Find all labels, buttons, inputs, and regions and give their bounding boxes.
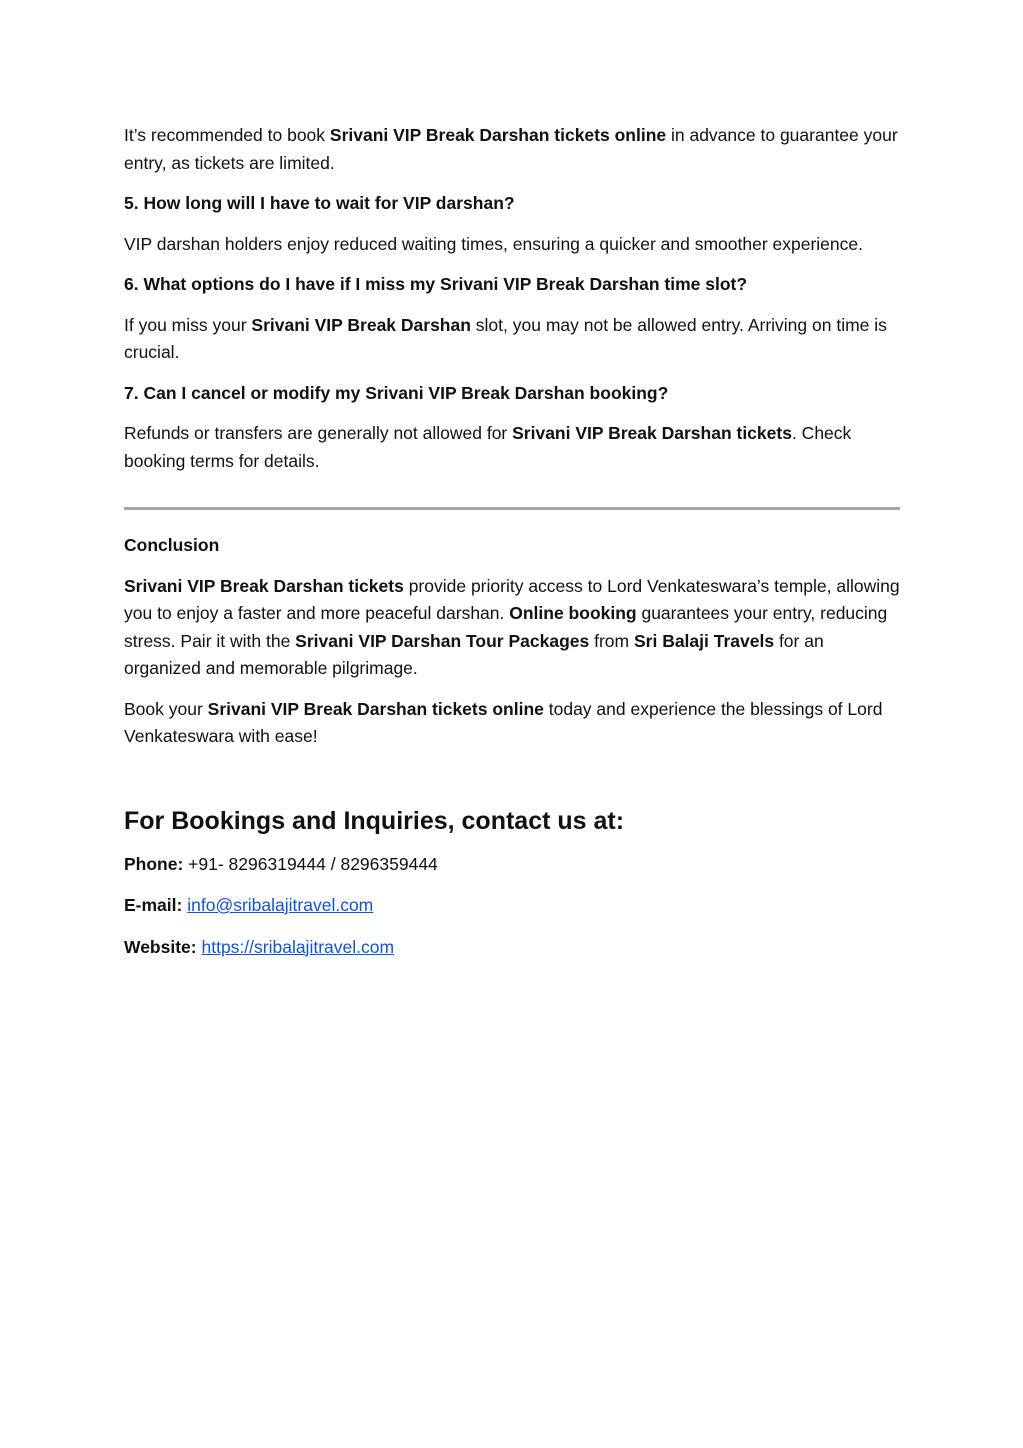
contact-heading: For Bookings and Inquiries, contact us at: [124,806,625,835]
conclusion-paragraph-2 [124,696,900,751]
intro-text-end: in advance to guarantee your entry, as tickets are limited. [124,125,898,173]
contact-email [124,892,900,920]
faq-answer-6-bold: Srivani VIP Break Darshan [251,314,471,335]
conclusion-p1-bold-4: Sri Balaji Travels [633,630,775,651]
website-label: Website: [124,936,197,957]
intro-bold: Srivani VIP Break Darshan tickets online [329,125,667,145]
faq-answer-7-text-end: . Check booking terms for details. [124,423,852,471]
conclusion-p2-text-2: today and experience the blessings of Lord Venkateswara with ease! [124,698,883,746]
faq-answer-5 [124,231,900,259]
conclusion-p1-bold-3: Srivani VIP Darshan Tour Packages [295,630,590,651]
conclusion-p1-bold-1: Srivani VIP Break Darshan tickets [124,575,404,596]
conclusion-p1-bold-2: Online booking [509,603,637,623]
faq-answer-5-text: VIP darshan holders enjoy reduced waiting times, ensuring a quicker and smoother experience. [124,233,863,254]
contact-website [124,934,900,962]
conclusion-p1-text-1: provide priority access to Lord Venkateswara’s temple, allowing you to enjoy a faster and more peaceful darshan. [124,575,900,623]
document-page [124,122,900,961]
conclusion-p1-text-2: guarantees your entry, reducing stress. Pair it with the [124,603,888,651]
horizontal-divider [124,507,900,510]
conclusion-paragraph-1 [124,573,900,683]
faq-question-7: 7. Can I cancel or modify my Srivani VIP Break Darshan booking? [124,382,669,403]
faq-answer-7-bold: Srivani VIP Break Darshan tickets [512,423,792,443]
conclusion-p2-text-1: Book your [124,698,208,719]
faq-question-5: 5. How long will I have to wait for VIP darshan? [124,193,515,213]
website-link[interactable]: https://sribalajitravel.com [201,936,395,957]
faq-answer-7-text: Refunds or transfers are generally not allowed for [124,423,513,443]
email-link[interactable]: info@sribalajitravel.com [187,895,374,915]
phone-value: +91- 8296319444 / 8296359444 [183,853,438,874]
faq-answer-6-text: If you miss your [124,314,252,335]
email-label: E-mail: [124,895,183,915]
conclusion-heading: Conclusion [124,535,220,555]
phone-label: Phone: [124,853,184,874]
conclusion-p1-text-3: from [589,630,634,651]
conclusion-p2-bold: Srivani VIP Break Darshan tickets online [207,698,544,719]
contact-phone [124,851,900,879]
conclusion-p1-text-4: for an organized and memorable pilgrimage. [124,630,824,678]
faq-question-6: 6. What options do I have if I miss my Srivani VIP Break Darshan time slot? [124,274,748,294]
faq-answer-7 [124,420,900,475]
faq-answer-6-text-end: slot, you may not be allowed entry. Arriving on time is crucial. [124,314,887,362]
intro-text: It’s recommended to book [124,125,330,145]
intro-paragraph [124,122,900,177]
faq-answer-6 [124,312,900,367]
